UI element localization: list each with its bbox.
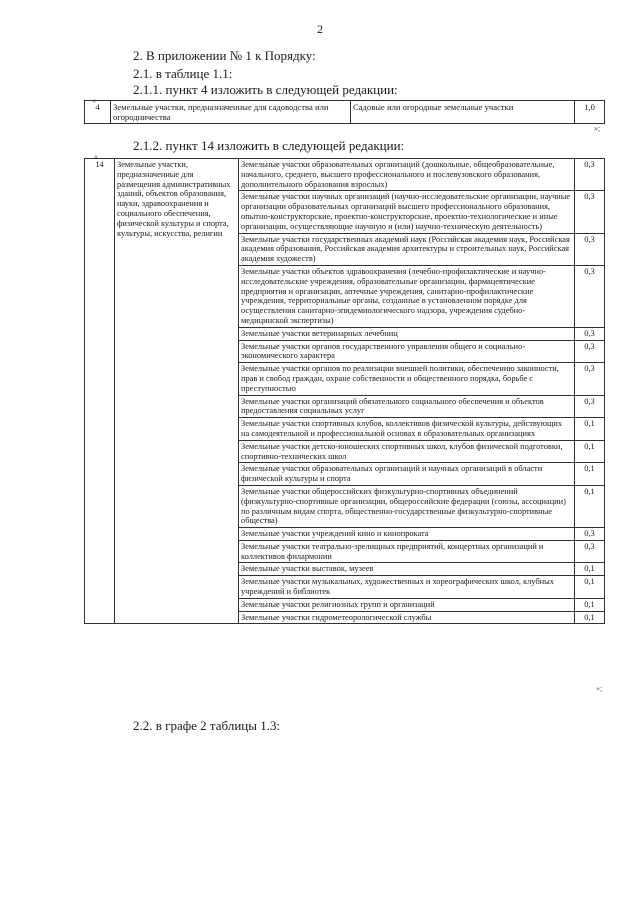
table-row bbox=[85, 101, 605, 124]
table-item-4 bbox=[84, 100, 605, 124]
item-description: Садовые или огородные земельные участки bbox=[351, 101, 575, 124]
heading-2-2: 2.2. в графе 2 таблицы 1.3: bbox=[133, 718, 281, 733]
coefficient-value: 0,3 bbox=[575, 265, 605, 327]
coefficient-value: 0,3 bbox=[575, 327, 605, 340]
land-type-description: Земельные участки гидрометеорологической службы bbox=[239, 611, 575, 624]
item-value: 1,0 bbox=[575, 101, 605, 124]
coefficient-value: 0,3 bbox=[575, 191, 605, 233]
item-category: Земельные участки, предназначенные для размещения административных зданий, объектов образования, науки, здравоохранения и социального обеспечения, физической культуры и спорта, культуры, искусства, религии bbox=[115, 159, 239, 624]
heading-2-1: 2.1. в таблице 1.1: bbox=[133, 66, 233, 81]
land-type-description: Земельные участки образовательных организаций (дошкольные, общеобразовательные, начального, среднего, высшего профессионального и послевузовского образования, дополнительного образования взрослых) bbox=[239, 159, 575, 191]
land-type-description: Земельные участки ветеринарных лечебниц bbox=[239, 327, 575, 340]
coefficient-value: 0,3 bbox=[575, 540, 605, 563]
coefficient-value: 0,1 bbox=[575, 485, 605, 527]
coefficient-value: 0,1 bbox=[575, 418, 605, 441]
land-type-description: Земельные участки детско-юношеских спортивных школ, клубов физической подготовки, спортивно-технических школ bbox=[239, 440, 575, 463]
land-type-description: Земельные участки спортивных клубов, коллективов физической культуры, действующих на самодеятельной и профессиональной основах в образовательных организациях bbox=[239, 418, 575, 441]
coefficient-value: 0,3 bbox=[575, 395, 605, 418]
item-category: Земельные участки, предназначенные для садоводства или огородничества bbox=[111, 101, 351, 124]
land-type-description: Земельные участки общероссийских физкультурно-спортивных объединений (физкультурно-спортивные организации, общероссийские федерации (союзы, ассоциации) по различным видам спорта, общественно-государственные физкультурно-спортивные общества) bbox=[239, 485, 575, 527]
quote-close-2: »; bbox=[596, 684, 603, 693]
coefficient-value: 0,1 bbox=[575, 440, 605, 463]
coefficient-value: 0,1 bbox=[575, 611, 605, 624]
page-number: 2 bbox=[317, 22, 323, 36]
table-item-14 bbox=[84, 158, 605, 624]
coefficient-value: 0,3 bbox=[575, 340, 605, 363]
coefficient-value: 0,1 bbox=[575, 576, 605, 599]
land-type-description: Земельные участки музыкальных, художественных и хореографических школ, клубных учреждений и библиотек bbox=[239, 576, 575, 599]
heading-2-1-2: 2.1.2. пункт 14 изложить в следующей редакции: bbox=[133, 138, 405, 153]
land-type-description: Земельные участки научных организаций (научно-исследовательские организации, научные организации образовательных организаций высшего профессионального образования, опытно-конструкторские, проектно-конструкторские, проектно-технологические и иные организации, осуществляющие научную и (или) научно-техническую деятельность) bbox=[239, 191, 575, 233]
coefficient-value: 0,1 bbox=[575, 598, 605, 611]
land-type-description: Земельные участки образовательных организаций и научных организаций в области физической культуры и спорта bbox=[239, 463, 575, 486]
quote-close-1: »; bbox=[594, 124, 601, 133]
coefficient-value: 0,3 bbox=[575, 363, 605, 395]
item-number: 4 bbox=[85, 101, 111, 124]
land-type-description: Земельные участки объектов здравоохранения (лечебно-профилактические и научно-исследовательские учреждения, образовательные организации, фармацевтические предприятия и организации, аптечные учреждения, санитарно-профилактические учреждения, территориальные органы, созданные в установленном порядке для осуществления санитарно-эпидемиологического надзора, учреждения судебно-медицинской экспертизы) bbox=[239, 265, 575, 327]
coefficient-value: 0,1 bbox=[575, 563, 605, 576]
table-row bbox=[85, 159, 605, 191]
land-type-description: Земельные участки учреждений кино и кинопроката bbox=[239, 528, 575, 541]
coefficient-value: 0,3 bbox=[575, 233, 605, 265]
coefficient-value: 0,1 bbox=[575, 463, 605, 486]
coefficient-value: 0,3 bbox=[575, 528, 605, 541]
land-type-description: Земельные участки государственных академий наук (Российская академия наук, Российская академия образования, Российская академия архитектуры и строительных наук, Российская академия художеств) bbox=[239, 233, 575, 265]
coefficient-value: 0,3 bbox=[575, 159, 605, 191]
land-type-description: Земельные участки выставок, музеев bbox=[239, 563, 575, 576]
land-type-description: Земельные участки религиозных групп и организаций bbox=[239, 598, 575, 611]
land-type-description: Земельные участки организаций обязательного социального обеспечения и объектов предоставления социальных услуг bbox=[239, 395, 575, 418]
quote-open-1: « bbox=[92, 96, 96, 105]
land-type-description: Земельные участки театрально-зрелищных предприятий, концертных организаций и коллективов филармонии bbox=[239, 540, 575, 563]
land-type-description: Земельные участки органов государственного управления общего и социально-экономического характера bbox=[239, 340, 575, 363]
heading-section-2: 2. В приложении № 1 к Порядку: bbox=[133, 48, 316, 63]
quote-open-2: « bbox=[94, 152, 98, 161]
land-type-description: Земельные участки органов по реализации внешней политики, обеспечению законности, прав и свобод граждан, охране собственности и общественного порядка, борьбе с преступностью bbox=[239, 363, 575, 395]
heading-2-1-1: 2.1.1. пункт 4 изложить в следующей редакции: bbox=[133, 82, 398, 97]
item-number: 14 bbox=[85, 159, 115, 624]
